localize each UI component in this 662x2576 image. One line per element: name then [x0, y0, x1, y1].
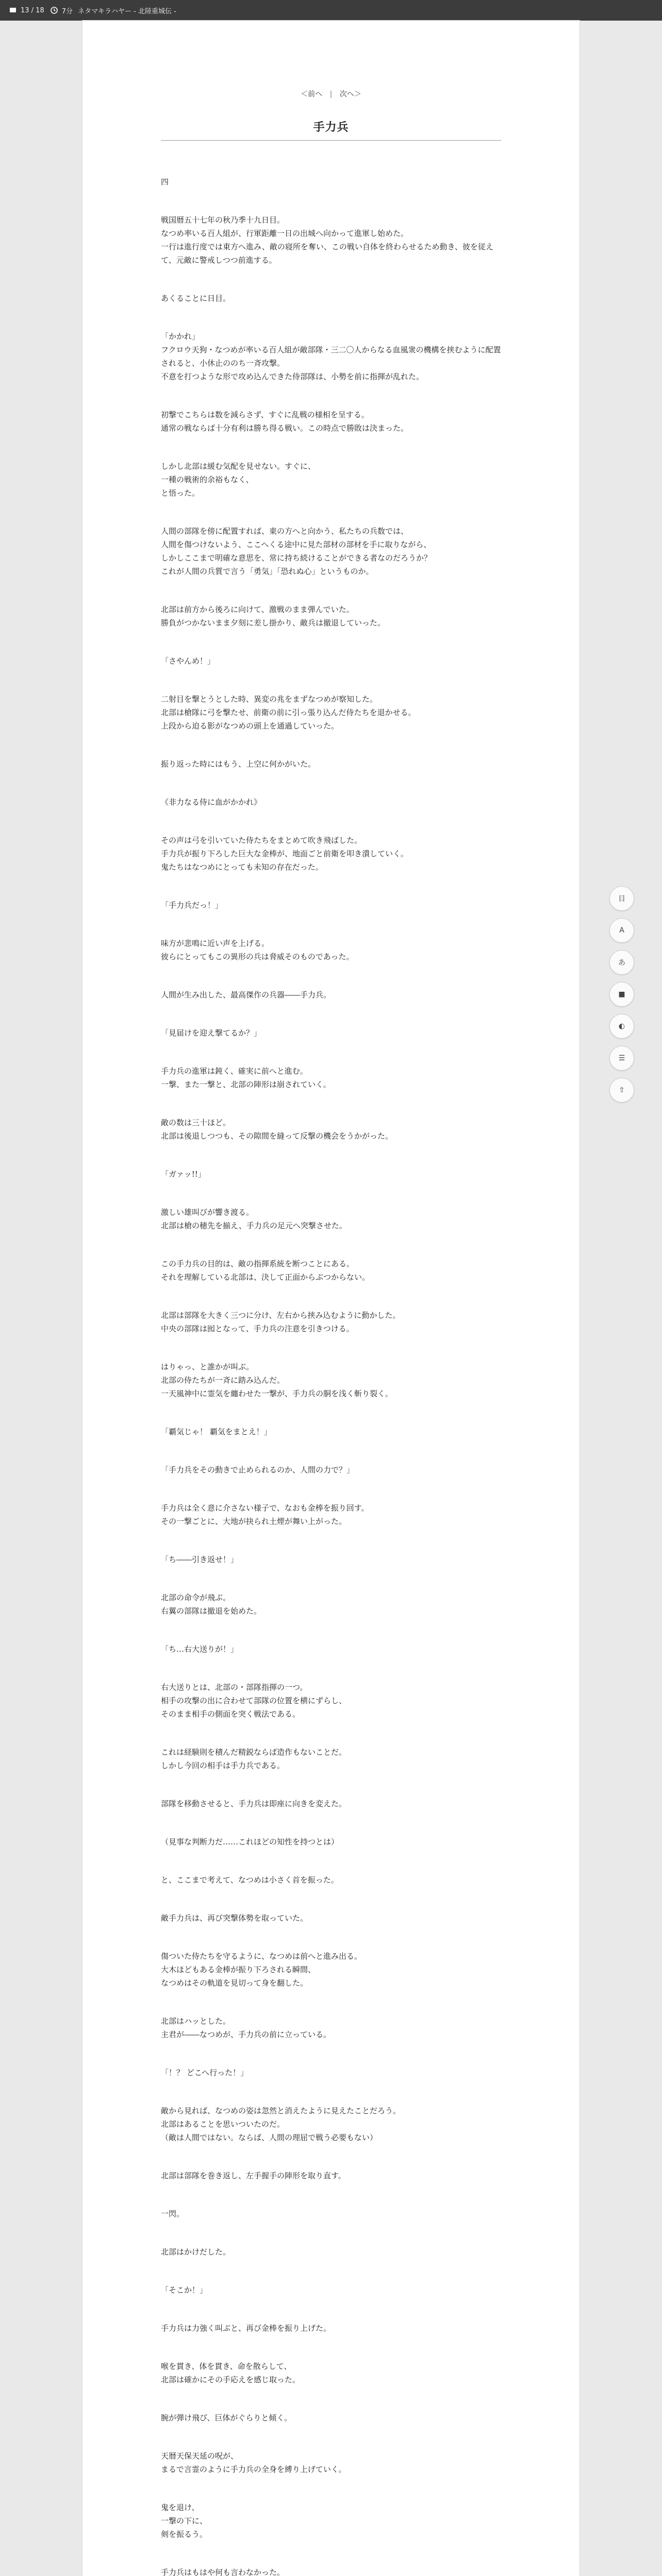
paragraph-spacer [161, 2228, 501, 2238]
paragraph-spacer [161, 2549, 501, 2558]
paragraph-spacer [161, 2394, 501, 2403]
chapter-title: 手力兵 [313, 121, 349, 134]
text-line: 人間の部隊を傍に配置すれば、東の方へと向かう、私たちの兵数では、 [161, 527, 409, 536]
text-line: これは経験則を積んだ精鋭ならば造作もないことだ。 [161, 1748, 347, 1757]
text-line: それを理解している北部は、決して正面からぶつからない。 [161, 1273, 370, 1282]
bookmark-button[interactable]: ■ [609, 982, 634, 1007]
paragraph-spacer [161, 391, 501, 400]
text-line: 剣を振るう。 [161, 2530, 208, 2539]
paragraph-spacer [161, 675, 501, 685]
toc-button[interactable]: 目 [609, 886, 634, 911]
text-line: 二射目を撃とうとした時、異変の兆をまずなつめが察知した。 [161, 694, 378, 704]
text-line: 「手力兵をその動きで止められるのか、人間の力で？」 [161, 1465, 355, 1475]
text-line: 彼らにとってもこの異形の兵は脅威そのものであった。 [161, 952, 354, 961]
text-line: と、ここまで考えて、なつめは小さく首を振った。 [161, 1875, 339, 1885]
paragraph-spacer [161, 1099, 501, 1108]
text-line: 「かかれ」 [161, 332, 200, 341]
text-line: しかし今回の相手は手力兵である。 [161, 1761, 285, 1770]
paragraph-spacer [161, 637, 501, 647]
battery-pill [49, 6, 73, 15]
paragraph-spacer [161, 1856, 501, 1866]
paragraph-spacer [161, 196, 501, 206]
text-line: その声は弓を引いていた侍たちをまとめて吹き飛ばした。 [161, 836, 362, 845]
text-line: 北部の侍たちが一斉に踏み込んだ。 [161, 1376, 285, 1385]
menu-button[interactable]: ☰ [609, 1046, 634, 1071]
page-counter-pill [8, 6, 44, 15]
text-line: 人間が生み出した、最高傑作の兵器――手力兵。 [161, 990, 332, 999]
paragraph-spacer [161, 443, 501, 452]
reader-toolbar [609, 886, 633, 1103]
paragraph-spacer [161, 507, 501, 517]
text-line: 北部は部隊を大きく三つに分け、左右から挟み込むように動かした。 [161, 1311, 401, 1320]
paragraph-spacer [161, 313, 501, 322]
status-bar [0, 0, 662, 21]
paragraph-spacer [161, 2304, 501, 2314]
text-line: 敵から見れば、なつめの姿は忽然と消えたように見えたことだろう。 [161, 2106, 401, 2115]
paragraph-spacer [161, 2152, 501, 2161]
paragraph-spacer [161, 1728, 501, 1738]
text-line: （見事な判断力だ……これほどの知性を持つとは） [161, 1837, 339, 1846]
text-line: 右大送りとは、北部の・部隊指揮の一つ。 [161, 1683, 308, 1692]
paragraph-spacer [161, 1536, 501, 1545]
paragraph-spacer [161, 1933, 501, 1942]
paragraph-spacer [161, 2266, 501, 2276]
clock-icon [49, 6, 59, 15]
text-line: 手力兵は全く意に介さない様子で、なおも金棒を振り回す。 [161, 1503, 369, 1513]
next-link[interactable]: 次へ＞ [339, 90, 361, 98]
series-title: ネタマキラハヤー - 北陸重城伝 - [78, 7, 176, 15]
text-line: 北部は確かにその手応えを感じ取った。 [161, 2375, 301, 2384]
book-icon [8, 6, 18, 15]
text-line: 「手力兵だっ！」 [161, 901, 223, 910]
text-line: 北部は部隊を巻き返し、左手握手の陣形を取り直す。 [161, 2171, 346, 2180]
text-line: 敵の数は三十ほど。 [161, 1118, 231, 1127]
paragraph-spacer [161, 1997, 501, 2007]
paragraph-spacer [161, 1818, 501, 1827]
text-line: 「ち――引き返せ！」 [161, 1555, 239, 1564]
paragraph-spacer [161, 1625, 501, 1635]
text-line: 「見届けを迎え撃てるか？」 [161, 1028, 262, 1038]
text-line: （敵は人間ではない。ならば、人間の理屈で戦う必要もない） [161, 2133, 378, 2142]
paragraph-spacer [161, 1150, 501, 1160]
paragraph-spacer [161, 1894, 501, 1904]
text-line: フクロウ天狗・なつめが率いる百人組が敵部隊・三二〇人からなる血風衆の機構を挟むように配置されると、小休止ののち一斉攻撃。 [161, 345, 501, 368]
text-line: 《非力なる侍に血がかかれ》 [161, 798, 262, 807]
text-line: あくることに日目。 [161, 294, 231, 303]
text-line: 北部は槍隊に弓を撃たせ、前衛の前に引っ張り込んだ侍たちを退かせる。 [161, 708, 416, 717]
text-line: 手力兵はもはや何も言わなかった。 [161, 2568, 285, 2576]
text-line: 北部は後退しつつも、その隙間を縫って反撃の機会をうかがった。 [161, 1131, 393, 1141]
text-line: 北部はハッとした。 [161, 2016, 231, 2026]
text-line: 一撃の下に、 [161, 2516, 208, 2526]
script-toggle-button[interactable]: あ [609, 950, 634, 975]
text-line: はりゃっ、と誰かが叫ぶ。 [161, 1362, 254, 1371]
text-line: 手力兵は力強く叫ぶと、再び金棒を振り上げた。 [161, 2324, 332, 2333]
text-line: 「ガァッ!!」 [161, 1170, 206, 1179]
paragraph-spacer [161, 1664, 501, 1673]
paragraph-spacer [161, 2087, 501, 2096]
paragraph-spacer [161, 778, 501, 788]
paragraph-spacer [161, 817, 501, 826]
text-line: 四 [161, 177, 169, 187]
text-line: しかし北部は緩む気配を見せない。すぐに、 [161, 462, 316, 471]
text-line: 上段から迫る影がなつめの頭上を通過していった。 [161, 721, 339, 731]
page-counter: 13 / 18 [21, 6, 44, 14]
text-line: 腕が弾け飛び、巨体がぐらりと傾く。 [161, 2413, 292, 2422]
paragraph-spacer [161, 275, 501, 284]
text-line: 天暦天保天延の呪が、 [161, 2451, 239, 2461]
text-line: そのまま相手の側面を突く戦法である。 [161, 1709, 301, 1719]
text-line: 北部はあることを思いついたのだ。 [161, 2120, 285, 2129]
text-line: この手力兵の目的は、敵の指揮系統を断つことにある。 [161, 1259, 355, 1268]
paragraph-spacer [161, 882, 501, 891]
paragraph-spacer [161, 1343, 501, 1352]
text-line: 大木ほどもある金棒が振り下ろされる瞬間、 [161, 1965, 316, 1974]
paragraph-spacer [161, 1240, 501, 1249]
text-line: 鬼を退け、 [161, 2503, 200, 2512]
chapter-body [161, 175, 501, 2576]
title-divider [161, 140, 501, 141]
paragraph-spacer [161, 2432, 501, 2442]
battery-label: 7分 [61, 7, 73, 15]
text-line: 「さやんめ！」 [161, 656, 216, 666]
text-line: なつめ率いる百人組が、行軍距離一日の出城へ向かって進軍し始めた。 [161, 229, 409, 238]
text-line: 相手の攻撃の出に合わせて部隊の位置を横にずらし、 [161, 1696, 347, 1705]
text-line: 北部の命令が飛ぶ。 [161, 1593, 231, 1602]
text-line: 手力兵が振り下ろした巨大な金棒が、地面ごと前衛を叩き潰していく。 [161, 849, 408, 858]
paragraph-spacer [161, 1574, 501, 1583]
text-line: 北部は前方から後ろに向けて、激戦のまま弾んでいた。 [161, 605, 354, 614]
text-line: 不意を打つような形で攻め込んできた侍部隊は、小勢を前に指揮が乱れた。 [161, 372, 424, 381]
paragraph-spacer [161, 740, 501, 750]
text-line: 味方が悲鳴に近い声を上げる。 [161, 939, 270, 948]
text-line: 一行は進行度では東方へ進み、敵の寝所を奪い、この戦い自体を終わらせるため動き、彼を従えて、元敵に警戒しつつ前進する。 [161, 242, 493, 265]
text-line: まるで言霊のように手力兵の全身を縛り上げていく。 [161, 2465, 346, 2474]
paragraph-spacer [161, 971, 501, 980]
text-line: 「ち…右大送りが！」 [161, 1645, 239, 1654]
text-line: 北部はかけだした。 [161, 2247, 231, 2257]
paragraph-spacer [161, 1408, 501, 1417]
text-line: 激しい雄叫びが響き渡る。 [161, 1208, 254, 1217]
text-line: 北部は槍の穂先を揃え、手力兵の足元へ突撃させた。 [161, 1221, 347, 1230]
text-line: 一種の戦術的余裕もなく、 [161, 475, 254, 484]
text-line: なつめはその軌道を見切って身を翻した。 [161, 1978, 308, 1988]
text-line: 中央の部隊は囮となって、手力兵の注意を引きつける。 [161, 1324, 354, 1333]
scroll-top-button[interactable]: ⇧ [609, 1078, 634, 1103]
text-line: 喉を貫き、体を貫き、命を散らして、 [161, 2362, 292, 2371]
paragraph-spacer [161, 1780, 501, 1789]
text-line: 振り返った時にはもう、上空に何かがいた。 [161, 759, 316, 769]
text-line: と悟った。 [161, 488, 200, 498]
paragraph-spacer [161, 1484, 501, 1494]
text-line: 戦国暦五十七年の秋乃季十九日目。 [161, 215, 285, 225]
text-line: 主君が――なつめが、手力兵の前に立っている。 [161, 2030, 332, 2039]
paragraph-spacer [161, 2049, 501, 2058]
paragraph-spacer [161, 2484, 501, 2493]
text-line: しかしここまで明確な意思を、常に持ち続けることができる者なのだろうか？ [161, 553, 432, 563]
text-line: 一撃、また一撃と、北部の陣形は崩されていく。 [161, 1080, 331, 1089]
text-line: 「！？ どこへ行った！」 [161, 2068, 249, 2077]
paragraph-spacer [161, 1009, 501, 1019]
text-line: 人間を傷つけないよう、ここへくる途中に見た部材の部材を手に取りながら、 [161, 540, 432, 549]
text-line: 部隊を移動させると、手力兵は即座に向きを変えた。 [161, 1799, 347, 1808]
text-line: 鬼たちはなつめにとっても未知の存在だった。 [161, 862, 323, 872]
text-line: 一閃。 [161, 2209, 185, 2218]
theme-button[interactable]: ◐ [609, 1014, 634, 1039]
text-line: 通常の戦ならば十分有利は勝ち得る戦い。この時点で勝敗は決まった。 [161, 423, 409, 433]
text-line: 「そこか！」 [161, 2285, 208, 2295]
text-line: 「覇気じゃ！ 覇気をまとえ！」 [161, 1427, 272, 1436]
paragraph-spacer [161, 1189, 501, 1198]
font-size-button[interactable]: A [609, 918, 634, 943]
nav-separator: | [329, 90, 333, 98]
text-line: その一撃ごとに、大地が抉られ土煙が舞い上がった。 [161, 1517, 347, 1526]
text-line: 勝負がつかないまま夕刻に差し掛かり、敵兵は撤退していった。 [161, 618, 386, 628]
paragraph-spacer [161, 1047, 501, 1057]
paragraph-spacer [161, 920, 501, 929]
reading-page [82, 21, 580, 2576]
paragraph-spacer [161, 2343, 501, 2352]
prev-link[interactable]: ＜前へ [301, 90, 323, 98]
paragraph-spacer [161, 1446, 501, 1455]
paragraph-spacer [161, 1292, 501, 1301]
text-line: 初撃でこちらは数を減らさず、すぐに乱戦の様相を呈する。 [161, 410, 369, 419]
paragraph-spacer [161, 586, 501, 595]
chapter-nav [82, 89, 580, 99]
text-line: 右翼の部隊は撤退を始めた。 [161, 1606, 262, 1616]
text-line: 一天風神中に霊気を纏わせた一撃が、手力兵の胴を浅く斬り裂く。 [161, 1389, 393, 1398]
paragraph-spacer [161, 2190, 501, 2199]
text-line: 手力兵の進軍は鈍く、確実に前へと進む。 [161, 1066, 308, 1076]
text-line: これが人間の兵質で言う「勇気」「恐れぬ心」というものか。 [161, 567, 374, 576]
text-line: 敵手力兵は、再び突撃体勢を取っていた。 [161, 1913, 308, 1923]
text-line: 傷ついた侍たちを守るように、なつめは前へと進み出る。 [161, 1952, 362, 1961]
